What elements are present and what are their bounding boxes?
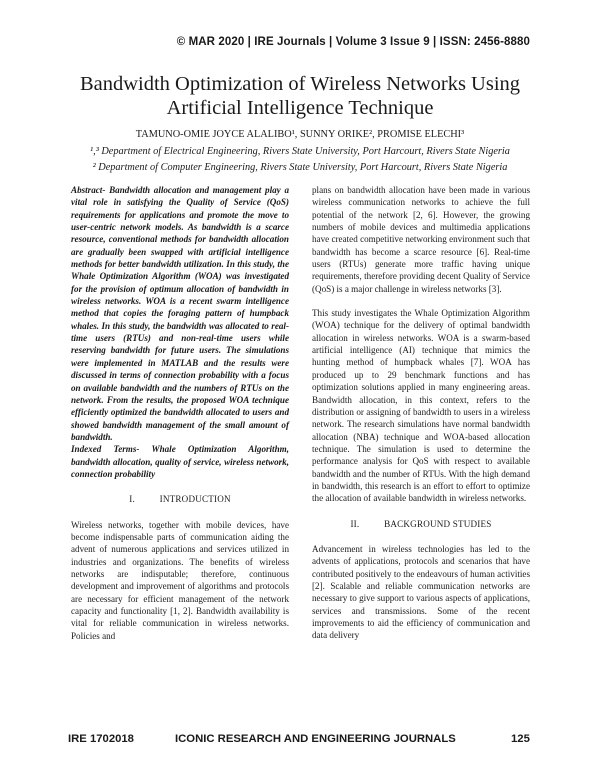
abstract: Abstract- Bandwidth allocation and management play a vital role in satisfying the Quality of Service (QoS) requirements for applications and promote the move to user-centric network models. As bandwidth is a scarce resource, conventional methods for bandwidth allocation are gradually been swapped with artificial intelligence methods for better bandwidth utilization. In this study, the Whale Optimization Algorithm (WOA) was investigated for the provision of optimum allocation of bandwidth in wireless networks. WOA is a recent swarm intelligence method that copies the foraging pattern of humpback whales. In this study, the bandwidth was allocated to real-time users (RTUs) and non-real-time users while reserving bandwidth for future users. The simulations were implemented in MATLAB and the results were discussed in terms of connection probability with a focus on available bandwidth and the numbers of RTUs on the network. From the results, the proposed WOA technique efficiently optimized the bandwidth allocated to users and showed bandwidth management of the small amount of bandwidth.: [71, 185, 289, 442]
right-column: [312, 184, 530, 642]
title-line-2: Artificial Intelligence Technique: [166, 97, 434, 119]
section-heading-background: II. BACKGROUND STUDIES: [350, 518, 492, 529]
footer-paper-id: IRE 1702018: [68, 733, 134, 745]
introduction-paragraph-1: Wireless networks, together with mobile devices, have become indispensable parts of communication aiding the advent of numerous applications and services utilized in industries and organizations. The benefits of wireless networks are indisputable; therefore, continuous development and improvement of algorithms and protocols are necessary for efficient management of the network capacity and functionality [1, 2]. Bandwidth availability is vital for reliable communication in wireless networks. Policies and: [71, 519, 289, 641]
affiliation-1: ¹,³ Department of Electrical Engineering, Rivers State University, Port Harcourt, Rivers State Nigeria: [90, 146, 510, 157]
author-list: TAMUNO-OMIE JOYCE ALALIBO¹, SUNNY ORIKE², PROMISE ELECHI³: [135, 129, 465, 140]
footer-page-number: 125: [511, 733, 530, 745]
paragraph-gap: [312, 295, 530, 307]
journal-header: © MAR 2020 | IRE Journals | Volume 3 Issue 9 | ISSN: 2456-8880: [176, 36, 530, 48]
introduction-paragraph-2: This study investigates the Whale Optimization Algorithm (WOA) technique for the delivery of optimal bandwidth allocation in wireless networks. WOA is a swarm-based artificial intelligence (AI) technique that mimics the hunting method of humpback whales [7]. WOA has produced up to 29 benchmark functions and has optimization solutions applied in many engineering areas. Bandwidth allocation, in this context, refers to the distribution or assigning of bandwidth to users in a wireless network. The research simulations have normal bandwidth allocation (NBA) technique and WOA-based allocation technique. The simulation is used to determine the performance analysis for QoS with respect to available bandwidth and the number of RTUs. With the high demand in bandwidth, this research is an effort to effort to optimize the allocation of available bandwidth in wireless networks.: [312, 308, 530, 504]
introduction-paragraph-1-continued: plans on bandwidth allocation have been made in various wireless communication networks to achieve the full potential of the network [2, 6]. However, the growing numbers of mobile devices and multimedia applications have created competitive networking environment such that bandwidth has become a scarce resource [6]. Real-time users (RTUs) generate more traffic having unique requirements, therefore providing decent Quality of Service (QoS) is a major challenge in wireless networks [3].: [312, 185, 530, 294]
index-terms: Indexed Terms- Whale Optimization Algorithm, bandwidth allocation, quality of service, wireless network, connection probability: [71, 444, 289, 479]
title-line-1: Bandwidth Optimization of Wireless Networks Using: [79, 73, 521, 95]
left-column: [71, 184, 289, 642]
paper-title: [60, 72, 540, 120]
footer-journal-name: ICONIC RESEARCH AND ENGINEERING JOURNALS: [175, 733, 456, 745]
section-heading-introduction: I. INTRODUCTION: [129, 494, 231, 505]
background-paragraph-1: Advancement in wireless technologies has led to the advents of applications, protocols and scenarios that have contributed positively to the endeavours of human activities [2]. Scalable and reliable communication networks are necessary to give support to various aspects of applications, services and transmissions. Some of the recent improvements to aid the efficiency of communication and data delivery: [312, 543, 530, 641]
affiliation-2: ² Department of Computer Engineering, Rivers State University, Port Harcourt, Rivers State Nigeria: [92, 162, 508, 173]
